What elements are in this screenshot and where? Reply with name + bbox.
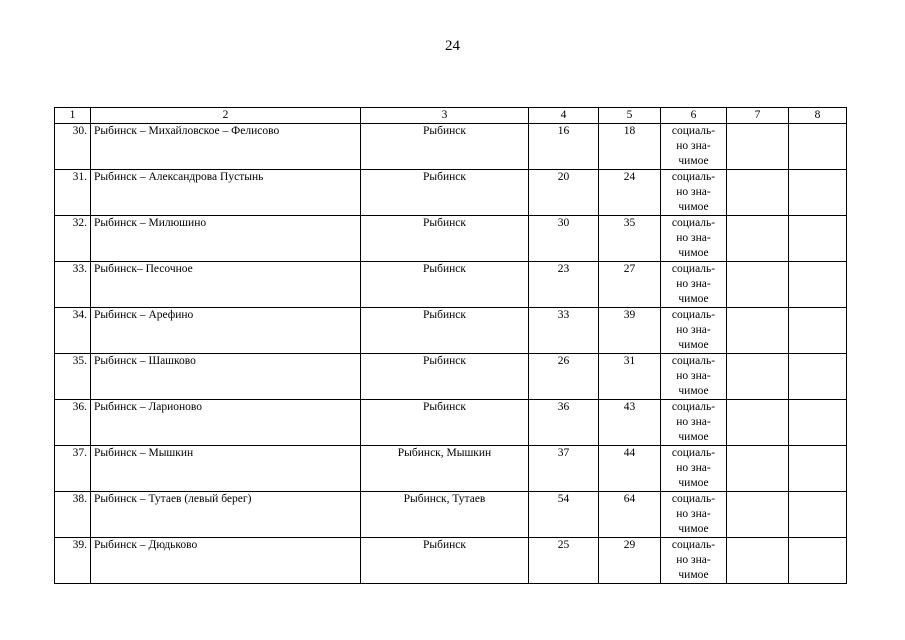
category-line: но зна- <box>676 554 711 566</box>
row-number-cell: 30. <box>55 124 91 170</box>
column-4-cell: 25 <box>529 538 599 584</box>
column-header: 3 <box>361 108 529 124</box>
column-7-cell <box>727 262 789 308</box>
column-5-cell: 24 <box>599 170 661 216</box>
category-line: чимое <box>678 523 709 535</box>
table-row <box>55 170 847 216</box>
row-number-cell: 36. <box>55 400 91 446</box>
column-5-cell: 31 <box>599 354 661 400</box>
page-number: 24 <box>445 38 460 54</box>
column-header: 8 <box>789 108 847 124</box>
route-name-cell: Рыбинск – Александрова Пустынь <box>91 170 361 216</box>
column-7-cell <box>727 216 789 262</box>
route-name-cell: Рыбинск – Милюшино <box>91 216 361 262</box>
city-cell: Рыбинск <box>361 170 529 216</box>
column-8-cell <box>789 308 847 354</box>
row-number-cell: 32. <box>55 216 91 262</box>
table-row <box>55 446 847 492</box>
table-row <box>55 538 847 584</box>
column-5-cell: 18 <box>599 124 661 170</box>
column-8-cell <box>789 492 847 538</box>
column-4-cell: 26 <box>529 354 599 400</box>
city-cell: Рыбинск <box>361 354 529 400</box>
category-cell <box>661 170 727 216</box>
route-name-cell: Рыбинск – Тутаев (левый берег) <box>91 492 361 538</box>
column-5-cell: 64 <box>599 492 661 538</box>
column-5-cell: 29 <box>599 538 661 584</box>
column-7-cell <box>727 400 789 446</box>
column-8-cell <box>789 400 847 446</box>
column-8-cell <box>789 538 847 584</box>
column-7-cell <box>727 492 789 538</box>
column-5-cell: 43 <box>599 400 661 446</box>
column-7-cell <box>727 170 789 216</box>
column-header: 5 <box>599 108 661 124</box>
city-cell: Рыбинск <box>361 124 529 170</box>
category-line: чимое <box>678 339 709 351</box>
column-4-cell: 16 <box>529 124 599 170</box>
city-cell: Рыбинск <box>361 216 529 262</box>
column-7-cell <box>727 124 789 170</box>
category-line: но зна- <box>676 462 711 474</box>
city-cell: Рыбинск <box>361 538 529 584</box>
category-line: но зна- <box>676 324 711 336</box>
category-line: социаль- <box>671 309 716 321</box>
routes-table <box>54 107 847 584</box>
city-cell: Рыбинск <box>361 400 529 446</box>
column-4-cell: 36 <box>529 400 599 446</box>
column-4-cell: 23 <box>529 262 599 308</box>
category-line: социаль- <box>671 401 716 413</box>
category-line: чимое <box>678 477 709 489</box>
column-7-cell <box>727 446 789 492</box>
category-line: чимое <box>678 201 709 213</box>
column-8-cell <box>789 262 847 308</box>
city-cell: Рыбинск <box>361 308 529 354</box>
route-name-cell: Рыбинск – Шашково <box>91 354 361 400</box>
table-row <box>55 216 847 262</box>
category-line: чимое <box>678 385 709 397</box>
category-line: чимое <box>678 569 709 581</box>
category-line: чимое <box>678 247 709 259</box>
column-header: 7 <box>727 108 789 124</box>
table-row <box>55 308 847 354</box>
category-cell <box>661 124 727 170</box>
table-row <box>55 124 847 170</box>
category-line: социаль- <box>671 125 716 137</box>
row-number-cell: 33. <box>55 262 91 308</box>
table-row <box>55 400 847 446</box>
category-line: социаль- <box>671 263 716 275</box>
row-number-cell: 39. <box>55 538 91 584</box>
row-number-cell: 35. <box>55 354 91 400</box>
column-5-cell: 35 <box>599 216 661 262</box>
city-cell: Рыбинск, Мышкин <box>361 446 529 492</box>
row-number-cell: 38. <box>55 492 91 538</box>
row-number-cell: 31. <box>55 170 91 216</box>
route-name-cell: Рыбинск – Михайловское – Фелисово <box>91 124 361 170</box>
column-7-cell <box>727 354 789 400</box>
category-line: но зна- <box>676 278 711 290</box>
category-line: чимое <box>678 431 709 443</box>
category-line: но зна- <box>676 140 711 152</box>
category-line: социаль- <box>671 355 716 367</box>
category-cell <box>661 538 727 584</box>
category-line: но зна- <box>676 232 711 244</box>
column-8-cell <box>789 216 847 262</box>
table-row <box>55 354 847 400</box>
column-7-cell <box>727 538 789 584</box>
table-row <box>55 492 847 538</box>
category-line: но зна- <box>676 370 711 382</box>
route-name-cell: Рыбинск – Дюдьково <box>91 538 361 584</box>
column-5-cell: 27 <box>599 262 661 308</box>
route-name-cell: Рыбинск – Ларионово <box>91 400 361 446</box>
row-number-cell: 34. <box>55 308 91 354</box>
category-line: чимое <box>678 155 709 167</box>
column-4-cell: 37 <box>529 446 599 492</box>
route-name-cell: Рыбинск– Песочное <box>91 262 361 308</box>
city-cell: Рыбинск, Тутаев <box>361 492 529 538</box>
category-cell <box>661 262 727 308</box>
category-line: социаль- <box>671 171 716 183</box>
category-line: но зна- <box>676 508 711 520</box>
column-4-cell: 30 <box>529 216 599 262</box>
column-4-cell: 33 <box>529 308 599 354</box>
column-4-cell: 20 <box>529 170 599 216</box>
category-line: социаль- <box>671 447 716 459</box>
category-line: социаль- <box>671 539 716 551</box>
category-cell <box>661 492 727 538</box>
column-header: 6 <box>661 108 727 124</box>
column-8-cell <box>789 124 847 170</box>
column-header: 2 <box>91 108 361 124</box>
route-name-cell: Рыбинск – Мышкин <box>91 446 361 492</box>
column-8-cell <box>789 354 847 400</box>
category-cell <box>661 216 727 262</box>
category-line: но зна- <box>676 416 711 428</box>
table-row <box>55 262 847 308</box>
column-8-cell <box>789 170 847 216</box>
column-header: 1 <box>55 108 91 124</box>
route-name-cell: Рыбинск – Арефино <box>91 308 361 354</box>
row-number-cell: 37. <box>55 446 91 492</box>
category-cell <box>661 446 727 492</box>
column-5-cell: 39 <box>599 308 661 354</box>
category-line: чимое <box>678 293 709 305</box>
category-cell <box>661 308 727 354</box>
column-7-cell <box>727 308 789 354</box>
category-cell <box>661 354 727 400</box>
column-header: 4 <box>529 108 599 124</box>
category-line: социаль- <box>671 493 716 505</box>
column-8-cell <box>789 446 847 492</box>
category-line: но зна- <box>676 186 711 198</box>
column-4-cell: 54 <box>529 492 599 538</box>
header-row <box>55 108 847 124</box>
column-5-cell: 44 <box>599 446 661 492</box>
city-cell: Рыбинск <box>361 262 529 308</box>
category-cell <box>661 400 727 446</box>
table-body <box>55 124 847 584</box>
category-line: социаль- <box>671 217 716 229</box>
